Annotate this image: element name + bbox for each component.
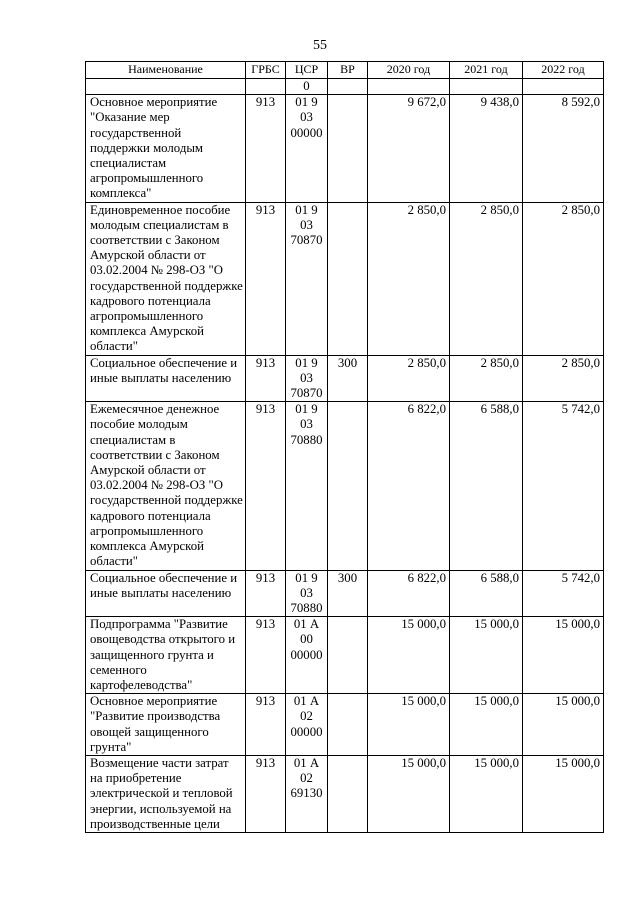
cell-grbs: 913 [246, 202, 286, 355]
cell-2020: 15 000,0 [368, 755, 450, 832]
cell-2021: 9 438,0 [450, 95, 523, 202]
cell-2021: 15 000,0 [450, 694, 523, 756]
cell-name: Социальное обеспечение и иные выплаты населению [86, 570, 246, 617]
cell-vr [328, 694, 368, 756]
header-csr: ЦСР [286, 62, 328, 79]
index-grbs [246, 79, 286, 95]
cell-name: Основное мероприятие "Оказание мер государственной поддержки молодым специалистам агропромышленного комплекса" [86, 95, 246, 202]
index-csr: 0 [286, 79, 328, 95]
cell-grbs: 913 [246, 755, 286, 832]
table-row [86, 95, 604, 202]
cell-2020: 15 000,0 [368, 694, 450, 756]
table-header-row [86, 62, 604, 79]
cell-name: Основное мероприятие "Развитие производства овощей защищенного грунта" [86, 694, 246, 756]
cell-2021: 6 588,0 [450, 402, 523, 570]
table-row [86, 755, 604, 832]
cell-vr [328, 402, 368, 570]
cell-grbs: 913 [246, 402, 286, 570]
header-grbs: ГРБС [246, 62, 286, 79]
page-number: 55 [313, 38, 327, 53]
cell-vr [328, 617, 368, 694]
cell-2020: 9 672,0 [368, 95, 450, 202]
header-2020: 2020 год [368, 62, 450, 79]
cell-grbs: 913 [246, 355, 286, 402]
cell-2021: 2 850,0 [450, 202, 523, 355]
header-vr: ВР [328, 62, 368, 79]
cell-csr: 01 9 03 70880 [286, 570, 328, 617]
header-2021: 2021 год [450, 62, 523, 79]
cell-csr: 01 9 03 70880 [286, 402, 328, 570]
index-2020 [368, 79, 450, 95]
cell-2020: 2 850,0 [368, 202, 450, 355]
cell-grbs: 913 [246, 95, 286, 202]
table-row [86, 355, 604, 402]
cell-2020: 6 822,0 [368, 402, 450, 570]
budget-table [85, 61, 604, 833]
cell-name: Ежемесячное денежное пособие молодым специалистам в соответствии с Законом Амурской области от 03.02.2004 № 298-ОЗ "О государственной поддержке кадрового потенциала агропромышленного комплекса Амурской области" [86, 402, 246, 570]
cell-2020: 2 850,0 [368, 355, 450, 402]
cell-2020: 15 000,0 [368, 617, 450, 694]
index-2022 [523, 79, 604, 95]
cell-name: Социальное обеспечение и иные выплаты населению [86, 355, 246, 402]
cell-2022: 15 000,0 [523, 617, 604, 694]
cell-grbs: 913 [246, 694, 286, 756]
table-row [86, 402, 604, 570]
index-name [86, 79, 246, 95]
cell-2021: 15 000,0 [450, 617, 523, 694]
cell-csr: 01 9 03 70870 [286, 202, 328, 355]
header-name: Наименование [86, 62, 246, 79]
index-vr [328, 79, 368, 95]
cell-2022: 2 850,0 [523, 202, 604, 355]
cell-name: Подпрограмма "Развитие овощеводства открытого и защищенного грунта и семенного картофелеводства" [86, 617, 246, 694]
table-row [86, 570, 604, 617]
cell-vr: 300 [328, 355, 368, 402]
index-2021 [450, 79, 523, 95]
cell-2022: 5 742,0 [523, 570, 604, 617]
cell-grbs: 913 [246, 617, 286, 694]
cell-vr [328, 202, 368, 355]
cell-name: Единовременное пособие молодым специалистам в соответствии с Законом Амурской области от 03.02.2004 № 298-ОЗ "О государственной поддержке кадрового потенциала агропромышленного комплекса Амурской области" [86, 202, 246, 355]
column-index-row [86, 79, 604, 95]
cell-vr: 300 [328, 570, 368, 617]
cell-csr: 01 9 03 70870 [286, 355, 328, 402]
cell-2021: 15 000,0 [450, 755, 523, 832]
cell-2022: 15 000,0 [523, 694, 604, 756]
cell-2022: 5 742,0 [523, 402, 604, 570]
cell-2021: 6 588,0 [450, 570, 523, 617]
cell-2021: 2 850,0 [450, 355, 523, 402]
cell-grbs: 913 [246, 570, 286, 617]
cell-vr [328, 755, 368, 832]
table-row [86, 617, 604, 694]
cell-name: Возмещение части затрат на приобретение электрической и тепловой энергии, используемой на производственные цели [86, 755, 246, 832]
cell-csr: 01 А 00 00000 [286, 617, 328, 694]
cell-vr [328, 95, 368, 202]
cell-csr: 01 9 03 00000 [286, 95, 328, 202]
cell-2020: 6 822,0 [368, 570, 450, 617]
cell-csr: 01 А 02 00000 [286, 694, 328, 756]
cell-2022: 2 850,0 [523, 355, 604, 402]
table-row [86, 202, 604, 355]
header-2022: 2022 год [523, 62, 604, 79]
table-row [86, 694, 604, 756]
cell-2022: 8 592,0 [523, 95, 604, 202]
cell-csr: 01 А 02 69130 [286, 755, 328, 832]
cell-2022: 15 000,0 [523, 755, 604, 832]
